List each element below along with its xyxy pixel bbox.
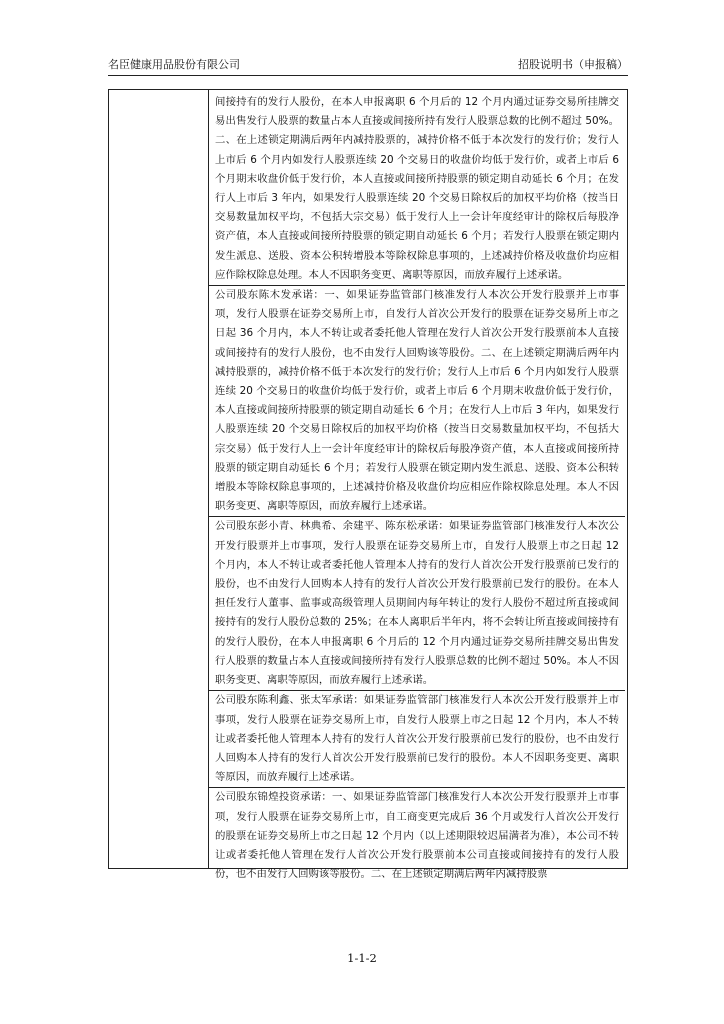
commitment-cell — [215, 93, 619, 884]
paragraph-jinhuang-investment: 公司股东锦煌投资承诺：一、如果证券监管部门核准发行人本次公开发行股票并上市事项，发行人股票在证券交易所上市，自工商变更完成后 36 个月或发行人首次公开发行的股票在证券交易所上市之日起 12 个月内（以上述期限较迟届满者为准），本公司不转让或者委托他人管理在发行人首次公开发行股票前本公司直接或间接持有的发行人股份，也不由发行人回购该等股份。二、在上述锁定期满后两年内减持股票 — [215, 791, 619, 881]
paragraph-peng-xiaoqing-group: 公司股东彭小青、林典希、余建平、陈东松承诺：如果证券监管部门核准发行人本次公开发行股票并上市事项，发行人股票在证券交易所上市，自发行人股票上市之日起 12 个月内，本人不转让或者委托他人管理本人持有的发行人首次公开发行股票前已发行的股份，也不由发行人回购本人持有的发行人首次公开发行股票前已发行的股份。在本人担任发行人董事、监事或高级管理人员期间内每年转让的发行人股份不超过所直接或间接持有的发行人股份总数的 25%；在本人离职后半年内，将不会转让所直接或间接持有的发行人股份，在本人申报离职 6 个月后的 12 个月内通过证券交易所挂牌交易出售发行人股票的数量占本人直接或间接所持有发行人股票总数的比例不超过 50%。本人不因职务变更、离职等原因，而放弃履行上述承诺。 — [215, 520, 619, 687]
page-header — [108, 56, 628, 74]
company-name: 名臣健康用品股份有限公司 — [108, 58, 240, 71]
page-number: 1-1-2 — [347, 951, 377, 965]
commitment-table — [108, 89, 628, 881]
paragraph-chen-mufa: 公司股东陈木发承诺：一、如果证券监管部门核准发行人本次公开发行股票并上市事项，发行人股票在证券交易所上市，自发行人首次公开发行的股票在证券交易所上市之日起 36 个月内，本人不转让或者委托他人管理在发行人首次公开发行股票前本人直接或间接持有的发行人股份，也不由发行人回购该等股份。二、在上述锁定期满后两年内减持股票的，减持价格不低于本次发行的发行价；发行人上市后 6 个月内如发行人股票连续 20 个交易日的收盘价均低于发行价，或者上市后 6 个月期末收盘价低于发行价，本人直接或间接所持股票的锁定期自动延长 6 个月；在发行人上市后 3 年内，如果发行人股票连续 20 个交易日除权后的加权平均价格（按当日交易数量加权平均，不包括大宗交易）低于发行人上一会计年度经审计的除权后每股净资产值，本人直接或间接所持股票的锁定期自动延长 6 个月；若发行人股票在锁定期内发生派息、送股、资本公积转增股本等除权除息事项的，上述减持价格及收盘价均应相应作除权除息处理。本人不因职务变更、离职等原因，而放弃履行上述承诺。 — [215, 289, 619, 513]
paragraph-chen-lixin-group: 公司股东陈利鑫、张太军承诺：如果证券监管部门核准发行人本次公开发行股票并上市事项，发行人股票在证券交易所上市，自发行人股票上市之日起 12 个月内，本人不转让或者委托他人管理本人持有的发行人首次公开发行股票前已发行的股份，也不由发行人回购本人持有的发行人首次公开发行股票前已发行的股份。本人不因职务变更、离职等原因，而放弃履行上述承诺。 — [215, 694, 619, 784]
document-title: 招股说明书（申报稿） — [518, 58, 628, 71]
header-rule — [108, 75, 628, 76]
table-column-divider — [208, 90, 209, 868]
paragraph-lockup-continued: 间接持有的发行人股份，在本人申报离职 6 个月后的 12 个月内通过证券交易所挂牌交易出售发行人股票的数量占本人直接或间接所持有发行人股票总数的比例不超过 50%。二、在上述锁定期满后两年内减持股票的，减持价格不低于本次发行的发行价；发行人上市后 6 个月内如发行人股票连续 20 个交易日的收盘价均低于发行价，或者上市后 6 个月期末收盘价低于发行价，本人直接或间接所持股票的锁定期自动延长 6 个月；在发行人上市后 3 年内，如果发行人股票连续 20 个交易日除权后的加权平均价格（按当日交易数量加权平均，不包括大宗交易）低于发行人上一会计年度经审计的除权后每股净资产值，本人直接或间接所持股票的锁定期自动延长 6 个月；若发行人股票在锁定期内发生派息、送股、资本公积转增股本等除权除息事项的，上述减持价格及收盘价均应相应作除权除息处理。本人不因职务变更、离职等原因，而放弃履行上述承诺。 — [215, 96, 619, 281]
